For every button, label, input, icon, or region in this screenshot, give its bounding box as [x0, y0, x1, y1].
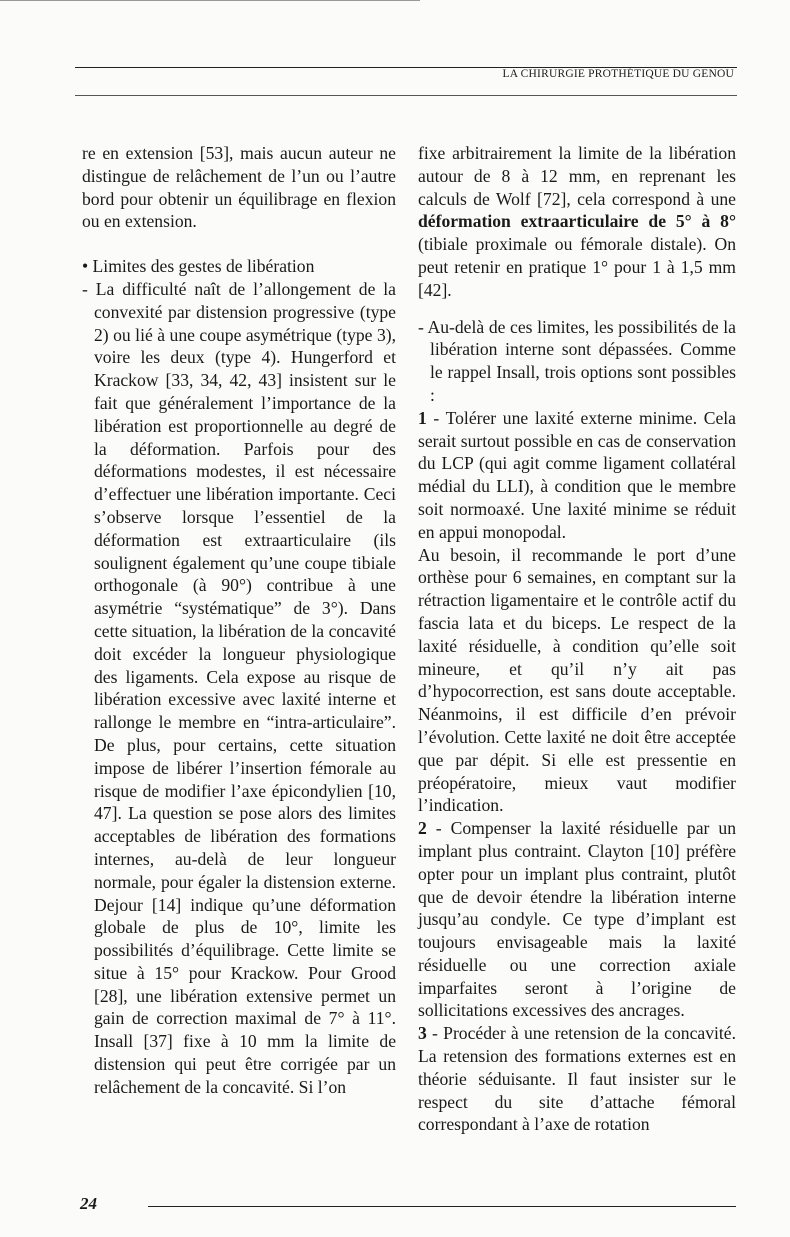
option-number: 3	[418, 1023, 427, 1044]
paragraph-gap	[82, 233, 396, 255]
paragraph-gap	[418, 302, 736, 316]
paragraph-difficulty: - La difficulté naît de l’allongement de la convexité par distension progressive (type 2) ou lié à une coupe asymétrique (type 3), voire les deux (type 4). Hungerford et Krackow [33, 34, 42, 43] insistent sur le fait que généralement l’importance de la libération est proportionnelle au degré de la déformation. Parfois pour des déformations modestes, il est nécessaire d’effectuer une libération importante. Ceci s’observe lorsque l’essentiel de la déformation est extraarticulaire (ils soulignent également qu’une coupe tibiale orthogonale (à 90°) contribue à une asymétrie “systématique” de 3°). Dans cette situation, la libération de la concavité doit excéder la longueur physiologique des ligaments. Cela expose au risque de libération excessive avec laxité interne et rallonge le membre en “intra-articulaire”. De plus, pour certains, cette situation impose de libérer l’insertion fémorale au risque de modifier l’axe épicondylien [10, 47]. La question se pose alors des limites acceptables de libération des formations internes, au-delà de leur longueur normale, pour égaler la distension externe. Dejour [14] indique qu’une déformation globale de plus de 10°, limite les possibilités d’équilibrage. Cette limite se situe à 15° pour Krackow. Pour Grood [28], une libération extensive permet un gain de correction maximal de 7° à 11°. Insall [37] fixe à 10 mm la limite de distension qui peut être corrigée par un relâchement de la concavité. Si l’on	[82, 278, 396, 1097]
option-text: - Procéder à une retension de la concavité. La retension des formations externes est en théorie séduisante. Il faut insister sur le respect du site d’attache fémoral correspondant à l’axe de rotation	[418, 1023, 736, 1135]
footer-rule	[148, 1206, 736, 1207]
header-rule-bottom	[75, 95, 737, 96]
paragraph-orthesis: Au besoin, il recommande le port d’une orthèse pour 6 semaines, en comptant sur la rétraction ligamentaire et le contrôle actif du fascia lata et du biceps. Le respect de la laxité résiduelle, à condition qu’elle soit mineure, et qu’il n’y ait pas d’hypocorrection, est sans doute acceptable. Néanmoins, il est difficile d’en prévoir l’évolution. Cette laxité ne doit être acceptée que par dépit. Si elle est pressentie en préopératoire, mieux vaut modifier l’indication.	[418, 544, 736, 816]
running-title: LA CHIRURGIE PROTHÉTIQUE DU GENOU	[502, 68, 734, 80]
text-run: fixe arbitrairement la limite de la libération autour de 8 à 12 mm, en reprenant les calculs de Wolf [72], cela correspond à une	[418, 143, 736, 209]
option-1	[418, 407, 736, 544]
right-column	[418, 142, 736, 1136]
left-column	[82, 142, 396, 1099]
bullet-heading: • Limites des gestes de libération	[82, 256, 315, 277]
option-text: - Compenser la laxité résiduelle par un implant plus contraint. Clayton [10] préfère opter pour un implant plus contraint, plutôt que de devoir étendre la libération interne jusqu’au condyle. Ce type d’implant est toujours envisageable mais la laxité résiduelle ou une correction axiale imparfaites seront à l’origine de sollicitations excessives des ancrages.	[418, 818, 736, 1021]
option-number: 1	[418, 407, 427, 428]
paragraph-liberation-limit	[418, 142, 736, 302]
option-number: 2	[418, 818, 427, 839]
page-number: 24	[80, 1194, 97, 1213]
bold-term: déformation extraarticulaire de 5° à 8°	[418, 211, 736, 232]
option-text: - Tolérer une laxité externe minime. Cela serait surtout possible en cas de conservation du LCP (qui agit comme ligament collatéral médial du LLI), à condition que le membre soit normoaxé. Une laxité minime se réduit en appui monopodal.	[418, 407, 736, 542]
option-3	[418, 1022, 736, 1136]
scan-top-edge	[0, 0, 420, 1]
paragraph-continuation: re en extension [53], mais aucun auteur ne distingue de relâchement de l’un ou l’autre bord pour obtenir un équilibrage en flexion ou en extension.	[82, 143, 396, 232]
paragraph-options-intro: - Au-delà de ces limites, les possibilités de la libération interne sont dépassées. Comme le rappel Insall, trois options sont possibles :	[418, 316, 736, 405]
option-2	[418, 817, 736, 1022]
text-run: (tibiale proximale ou fémorale distale). On peut retenir en pratique 1° pour 1 à 1,5 mm [42].	[418, 234, 736, 300]
